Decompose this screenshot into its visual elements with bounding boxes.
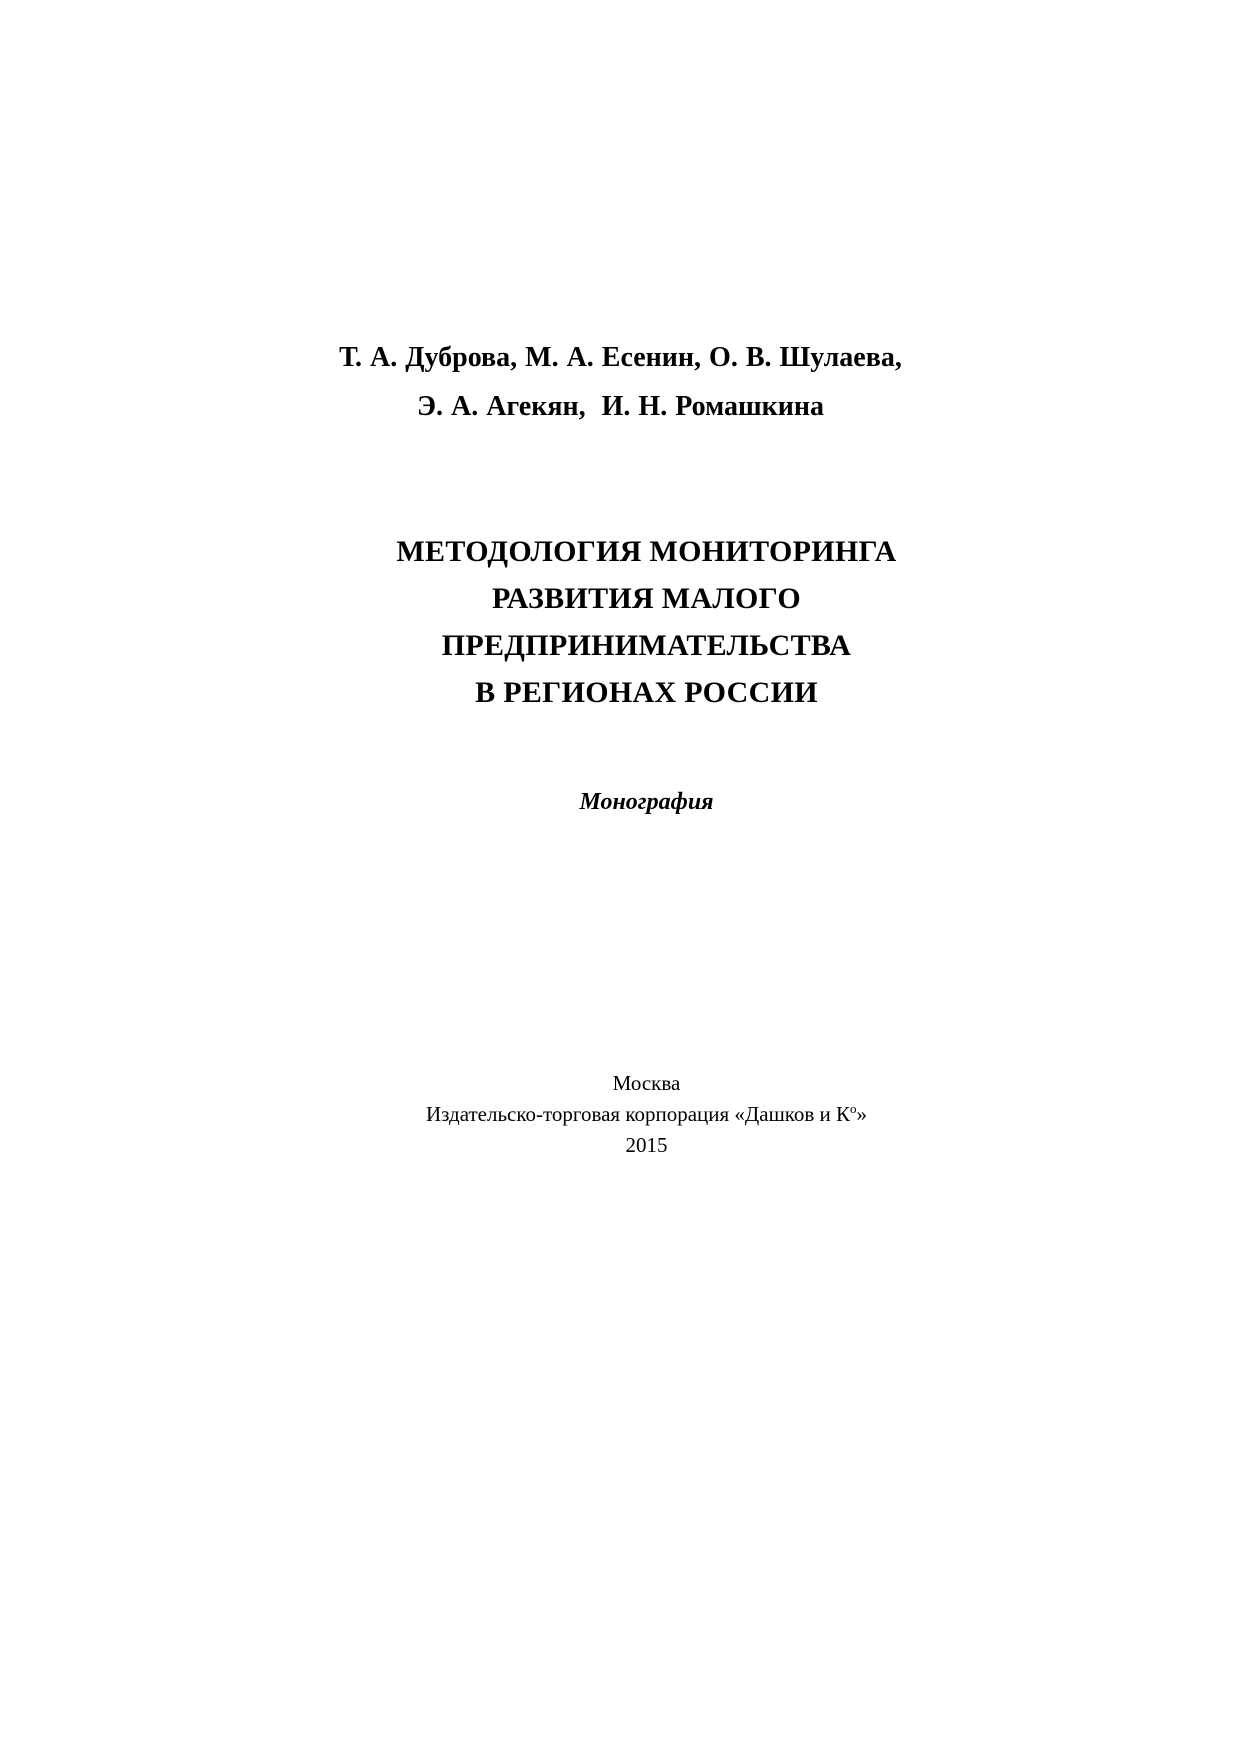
imprint-city: Москва	[612, 1071, 681, 1095]
book-title	[0, 528, 1241, 716]
authors-block	[0, 333, 1241, 431]
imprint-block	[0, 1068, 1241, 1161]
imprint-publisher	[0, 1099, 1241, 1130]
authors-line-2: Э. А. Агекян, И. Н. Ромашкина	[417, 391, 824, 422]
book-title-line-4: В РЕГИОНАХ РОССИИ	[475, 676, 818, 709]
imprint-publisher-name: Издательско-торговая корпорация «Дашков и К	[425, 1102, 851, 1126]
book-title-line-1: МЕТОДОЛОГИЯ МОНИТОРИНГА	[396, 535, 897, 568]
imprint-year: 2015	[625, 1133, 668, 1157]
imprint-publisher-closing-quote: »	[856, 1102, 868, 1126]
authors-line-1: Т. А. Дуброва, М. А. Есенин, О. В. Шулаева,	[339, 342, 902, 373]
imprint-publisher-superscript: о	[850, 1101, 857, 1116]
book-title-line-3: ПРЕДПРИНИМАТЕЛЬСТВА	[441, 629, 852, 662]
book-genre: Монография	[579, 789, 714, 815]
book-title-line-2: РАЗВИТИЯ МАЛОГО	[492, 582, 801, 615]
